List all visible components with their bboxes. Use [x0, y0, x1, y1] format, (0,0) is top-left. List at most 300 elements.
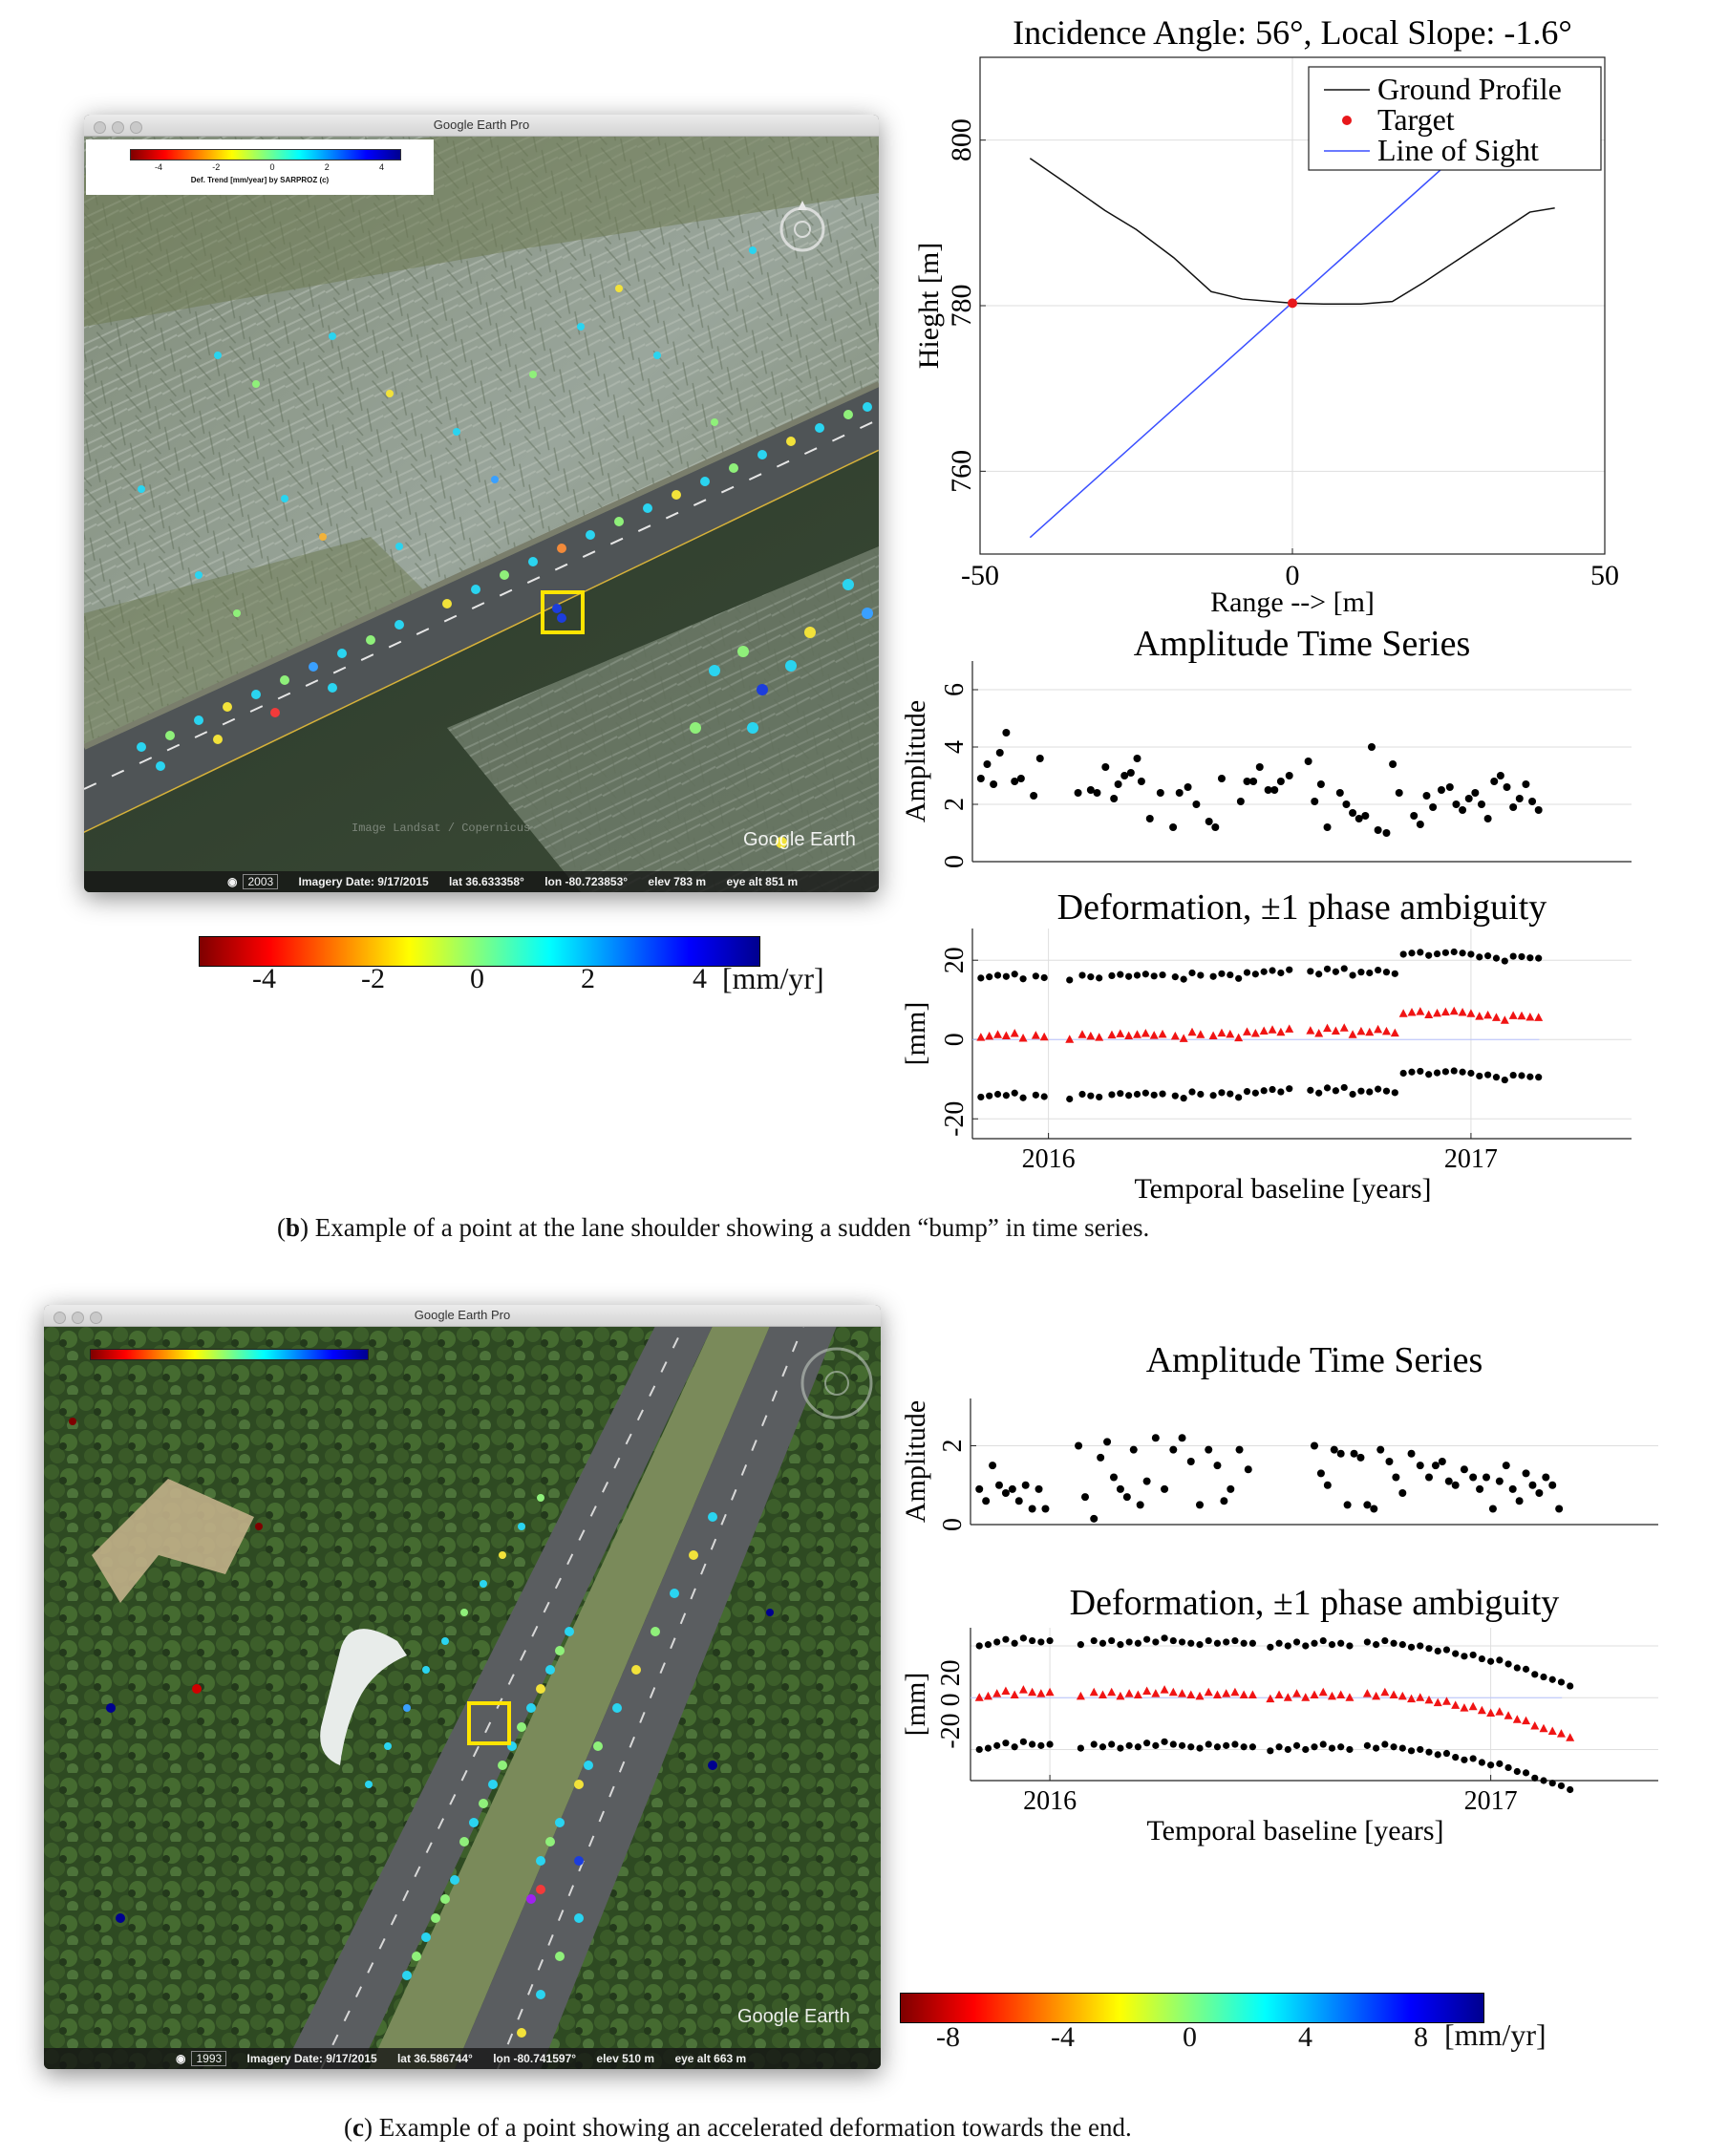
google-earth-window-b — [84, 115, 879, 892]
data-point — [1490, 778, 1498, 785]
data-point — [1002, 729, 1010, 736]
plot-area — [971, 1628, 1658, 1781]
data-point-upper — [1277, 970, 1284, 976]
data-point — [1344, 1501, 1352, 1508]
data-point — [995, 1482, 1003, 1489]
y-tick-label: 2 — [938, 1439, 968, 1453]
data-point-upper — [1408, 1644, 1415, 1651]
data-point-upper — [1012, 1640, 1018, 1647]
window-titlebar-c — [44, 1305, 881, 1327]
data-point-lower — [1152, 1742, 1159, 1749]
data-point-lower — [1510, 1072, 1517, 1078]
data-point-lower — [1484, 1072, 1491, 1078]
data-point-upper — [1461, 1653, 1467, 1659]
map-legend-b — [86, 139, 434, 195]
data-point — [1220, 1497, 1227, 1505]
data-point — [1245, 1465, 1252, 1473]
data-point-lower — [1231, 1740, 1238, 1747]
data-point-upper — [1181, 976, 1187, 983]
legend-label: Ground Profile — [1377, 72, 1562, 106]
data-point — [1349, 809, 1356, 817]
y-tick-label: 4 — [940, 740, 970, 754]
data-point-lower — [1518, 1072, 1525, 1078]
x-tick-label: 2017 — [1463, 1786, 1518, 1816]
data-point-upper — [1077, 1641, 1084, 1648]
data-point — [1169, 1446, 1177, 1454]
eye-alt-b: eye alt 851 m — [726, 875, 799, 888]
data-point — [1496, 1478, 1504, 1485]
data-point-upper — [1392, 971, 1398, 977]
data-point — [1218, 775, 1226, 782]
ground-profile-chart — [898, 0, 1662, 630]
data-point — [1363, 1501, 1371, 1508]
data-point-lower — [1218, 1089, 1225, 1096]
data-point — [1286, 772, 1293, 779]
data-point-lower — [1329, 1745, 1335, 1752]
data-point — [1535, 1489, 1543, 1497]
data-point-upper — [1435, 1648, 1441, 1654]
data-point-lower — [1526, 1074, 1533, 1080]
data-point-upper — [1046, 1637, 1053, 1644]
data-point-lower — [1077, 1745, 1084, 1752]
window-title-b: Google Earth Pro — [433, 117, 530, 132]
data-point-lower — [1408, 1069, 1415, 1076]
data-point — [1237, 798, 1245, 805]
data-point-lower — [1172, 1093, 1179, 1099]
caption-b: (b) Example of a point at the lane shoulder showing a sudden “bump” in time series. — [277, 1213, 1150, 1242]
data-point-lower — [1041, 1093, 1048, 1099]
data-point — [1484, 815, 1492, 822]
data-point-lower — [1066, 1096, 1073, 1102]
chart-title: Amplitude Time Series — [1145, 1340, 1483, 1380]
data-point-upper — [1117, 1641, 1123, 1648]
data-point-lower — [1244, 1088, 1250, 1095]
data-point-upper — [1293, 1638, 1300, 1645]
data-point — [1130, 1446, 1138, 1454]
data-point-upper — [1346, 1642, 1353, 1649]
data-point-lower — [1502, 1077, 1508, 1083]
data-point-upper — [1252, 971, 1259, 977]
data-point-upper — [986, 973, 992, 980]
data-point-upper — [1033, 972, 1039, 979]
data-point-upper — [1417, 1642, 1423, 1649]
google-earth-watermark-c: Google Earth — [737, 2006, 850, 2027]
data-point-upper — [1459, 950, 1465, 956]
data-point-upper — [1187, 1640, 1194, 1647]
data-point-upper — [1408, 950, 1415, 956]
satellite-image-c — [44, 1326, 881, 2069]
y-tick-label: -20 — [940, 1100, 970, 1137]
colorbar-unit-c: [mm/yr] — [1444, 2017, 1547, 2052]
data-point-upper — [1267, 1644, 1273, 1651]
data-point — [1211, 823, 1219, 831]
data-point — [1528, 798, 1536, 805]
data-point — [989, 1462, 996, 1469]
data-point-lower — [1267, 1747, 1273, 1754]
data-point-upper — [1235, 975, 1242, 982]
data-point-lower — [1451, 1067, 1458, 1074]
data-point-upper — [1375, 967, 1381, 973]
data-point — [990, 780, 997, 788]
y-axis-label: Amplitude — [900, 1399, 931, 1524]
data-point-lower — [1366, 1088, 1373, 1095]
data-point-lower — [1179, 1742, 1185, 1749]
data-point-upper — [1366, 970, 1373, 976]
data-point — [983, 760, 991, 768]
data-point-upper — [1197, 971, 1204, 978]
data-point-lower — [1126, 1742, 1133, 1749]
data-point — [1459, 806, 1466, 814]
data-point-lower — [1452, 1754, 1459, 1761]
data-point-upper — [1341, 965, 1348, 971]
data-point — [1311, 1442, 1318, 1450]
data-point-lower — [1029, 1740, 1035, 1747]
y-tick-label: 0 — [938, 1518, 968, 1531]
data-point — [1446, 783, 1454, 791]
y-tick-label: 0 — [940, 1033, 970, 1047]
data-point-upper — [1558, 1678, 1565, 1685]
data-point-upper — [994, 971, 1001, 978]
data-point — [1528, 1482, 1536, 1489]
data-point-upper — [1170, 1637, 1177, 1644]
data-point-lower — [976, 1746, 983, 1753]
lat-c: lat 36.586744° — [396, 2052, 473, 2065]
data-point-upper — [1012, 971, 1018, 977]
data-point — [1041, 1505, 1049, 1513]
data-point — [1336, 789, 1344, 797]
data-point-upper — [1467, 950, 1474, 957]
data-point — [977, 775, 985, 782]
data-point-upper — [1078, 971, 1085, 978]
data-point-lower — [1159, 1090, 1165, 1097]
legend-swatch-target — [1342, 116, 1352, 125]
x-tick-label: 2017 — [1443, 1144, 1498, 1174]
x-axis-label: Temporal baseline [years] — [1146, 1815, 1444, 1846]
data-point-upper — [1096, 974, 1102, 981]
data-point-upper — [1125, 973, 1132, 980]
data-point-upper — [1286, 967, 1292, 973]
data-point-lower — [1383, 1088, 1390, 1095]
data-point — [1152, 1434, 1160, 1441]
data-point-upper — [1108, 1637, 1115, 1644]
data-point-upper — [1476, 953, 1483, 960]
data-point — [1478, 800, 1485, 808]
data-point — [1542, 1474, 1549, 1482]
data-point-upper — [1218, 971, 1225, 977]
data-point-lower — [1134, 1091, 1141, 1098]
lon-b: lon -80.723853° — [544, 875, 629, 888]
data-point-upper — [1087, 973, 1094, 980]
status-bar-b — [84, 871, 879, 892]
data-point-lower — [1341, 1084, 1348, 1091]
data-point-lower — [1320, 1740, 1327, 1747]
lon-c: lon -80.741597° — [493, 2052, 577, 2065]
data-point-lower — [1333, 1087, 1339, 1094]
data-point-lower — [1399, 1745, 1406, 1752]
chart-title: Amplitude Time Series — [1133, 624, 1471, 664]
data-point — [1489, 1505, 1497, 1513]
data-point-upper — [1241, 1640, 1248, 1647]
data-point-upper — [1188, 970, 1195, 976]
data-point — [1022, 1482, 1030, 1489]
data-point — [1157, 789, 1164, 797]
data-point-upper — [1523, 1666, 1529, 1673]
data-point-upper — [1514, 1664, 1521, 1671]
data-point — [1317, 1469, 1325, 1477]
data-point-upper — [1161, 1634, 1167, 1641]
data-point — [1249, 778, 1257, 785]
data-point — [1356, 1454, 1364, 1462]
data-point-upper — [985, 1641, 992, 1648]
satellite-image-b — [84, 136, 879, 892]
data-point — [1236, 1446, 1244, 1454]
chart-title: Deformation, ±1 phase ambiguity — [1056, 887, 1547, 928]
google-earth-window-c — [44, 1305, 881, 2069]
data-point-lower — [1373, 1745, 1379, 1752]
data-point — [1417, 821, 1424, 828]
data-point — [1093, 789, 1100, 797]
data-point-lower — [1151, 1092, 1158, 1099]
data-point — [1324, 1482, 1332, 1489]
data-point-lower — [1425, 1749, 1432, 1756]
data-point — [1213, 1462, 1221, 1469]
data-point-lower — [1227, 1090, 1233, 1097]
window-controls[interactable] — [53, 1310, 108, 1331]
data-point-lower — [1523, 1769, 1529, 1776]
data-point-lower — [1476, 1073, 1483, 1079]
data-point-upper — [1315, 971, 1322, 977]
data-point-lower — [1235, 1094, 1242, 1100]
data-point-upper — [1535, 955, 1542, 962]
x-axis-label: Range --> [m] — [1210, 587, 1375, 618]
history-year-c[interactable]: 1993 — [191, 2051, 226, 2066]
data-point-lower — [1161, 1739, 1167, 1745]
data-point-upper — [1099, 1640, 1106, 1647]
data-point-upper — [1210, 973, 1217, 980]
data-point — [1101, 763, 1109, 771]
data-point-upper — [1510, 952, 1517, 959]
data-point — [1036, 755, 1044, 762]
data-point — [1410, 812, 1418, 820]
data-point-lower — [994, 1091, 1001, 1098]
data-point-upper — [1417, 949, 1423, 955]
chart-title: Deformation, ±1 phase ambiguity — [1069, 1583, 1560, 1623]
data-point-upper — [1337, 1640, 1344, 1647]
amplitude-chart-b — [898, 621, 1719, 879]
data-point-lower — [1285, 1746, 1291, 1753]
data-point-upper — [1091, 1637, 1098, 1644]
data-point-upper — [1357, 969, 1364, 975]
data-point-lower — [1108, 1740, 1115, 1747]
data-point — [1385, 1458, 1393, 1465]
data-point-lower — [1012, 1743, 1018, 1750]
colorbar-unit-b: [mm/yr] — [722, 961, 824, 995]
data-point — [1192, 800, 1200, 808]
data-point-lower — [1357, 1088, 1364, 1095]
data-point-lower — [1400, 1070, 1407, 1077]
map-legend-title-b: Def. Trend [mm/year] by SARPROZ (c) — [190, 176, 330, 184]
data-point-upper — [1540, 1674, 1547, 1680]
data-point — [1110, 795, 1118, 802]
data-point-upper — [1381, 1637, 1388, 1644]
data-point-lower — [1197, 1091, 1204, 1098]
data-point-lower — [1020, 1739, 1027, 1745]
data-point — [1169, 823, 1177, 831]
data-point-lower — [1392, 1089, 1398, 1096]
data-point — [1123, 1493, 1131, 1501]
data-point-lower — [1210, 1092, 1217, 1099]
x-tick-label: -50 — [961, 560, 999, 591]
data-point-lower — [1196, 1745, 1203, 1752]
data-point-lower — [1381, 1740, 1388, 1747]
data-point-upper — [1307, 968, 1313, 974]
window-controls[interactable] — [94, 119, 148, 140]
data-point — [1445, 1478, 1453, 1485]
data-point-lower — [1346, 1746, 1353, 1753]
data-point-upper — [1269, 967, 1275, 973]
data-point — [1317, 780, 1325, 788]
data-point — [1452, 1482, 1460, 1489]
data-point-upper — [1142, 971, 1149, 977]
data-point-lower — [1181, 1095, 1187, 1101]
data-point-upper — [1108, 972, 1115, 979]
data-point-upper — [1504, 1660, 1511, 1667]
data-point — [1337, 1450, 1345, 1458]
data-point-upper — [1320, 1637, 1327, 1644]
y-tick-label: 760 — [946, 449, 977, 493]
data-point — [1256, 763, 1264, 771]
y-tick-label: -20 0 20 — [936, 1659, 966, 1749]
map-legend-c — [90, 1349, 369, 1360]
data-point — [982, 1497, 990, 1505]
data-point — [1368, 743, 1376, 751]
data-point-upper — [1383, 969, 1390, 975]
eye-alt-c: eye alt 663 m — [674, 2052, 747, 2065]
data-point-upper — [976, 1642, 983, 1649]
data-point-upper — [1531, 1671, 1538, 1677]
data-point — [1483, 1474, 1490, 1482]
data-point — [1227, 1485, 1234, 1493]
amplitude-chart-c — [898, 1318, 1719, 1557]
y-axis-label: Amplitude — [900, 699, 931, 823]
data-point-lower — [1567, 1786, 1573, 1793]
data-point-lower — [1012, 1090, 1018, 1097]
data-point — [1509, 1485, 1517, 1493]
legend-label: Line of Sight — [1377, 133, 1539, 167]
data-point-lower — [993, 1742, 1000, 1749]
data-point — [1548, 1482, 1556, 1489]
data-point — [1438, 786, 1445, 794]
data-point — [1417, 1462, 1424, 1469]
data-point — [1035, 1485, 1043, 1493]
data-point-lower — [1461, 1757, 1467, 1763]
x-axis-label: Temporal baseline [years] — [1134, 1173, 1432, 1204]
y-tick-label: 780 — [946, 284, 977, 328]
data-point — [1361, 812, 1369, 820]
data-point-lower — [1214, 1743, 1221, 1750]
data-point-lower — [1019, 1095, 1026, 1101]
plot-area — [972, 661, 1632, 862]
data-point — [1030, 792, 1037, 800]
data-point-lower — [1470, 1755, 1477, 1761]
data-point-upper — [1041, 974, 1048, 981]
data-point-lower — [1390, 1743, 1397, 1750]
data-point-lower — [977, 1094, 984, 1100]
data-point-upper — [1452, 1651, 1459, 1657]
data-point — [1392, 1474, 1399, 1482]
colorbar-c — [900, 1993, 1484, 2023]
history-year-b[interactable]: 2003 — [243, 874, 278, 889]
data-point — [1311, 798, 1318, 805]
data-point-upper — [1214, 1640, 1221, 1647]
data-point-lower — [1504, 1764, 1511, 1771]
data-point — [1461, 1465, 1468, 1473]
data-point-upper — [1223, 1638, 1229, 1645]
data-point-upper — [1066, 976, 1073, 983]
data-point — [1516, 1497, 1524, 1505]
data-point-lower — [1002, 1740, 1009, 1746]
data-point-lower — [1135, 1743, 1141, 1750]
x-tick-label: 0 — [1285, 560, 1300, 591]
data-point-upper — [1496, 1656, 1503, 1663]
data-point — [1015, 1497, 1023, 1505]
data-point — [1324, 823, 1332, 831]
data-point — [1425, 1474, 1433, 1482]
data-point — [1137, 1501, 1144, 1508]
data-point-lower — [1117, 1090, 1123, 1097]
data-point-lower — [1046, 1740, 1053, 1747]
data-point — [1516, 795, 1524, 802]
window-titlebar-b — [84, 115, 879, 137]
data-point-lower — [1417, 1068, 1423, 1075]
data-point — [1408, 1450, 1416, 1458]
data-point-upper — [1434, 950, 1440, 957]
data-point-upper — [1443, 1646, 1450, 1653]
data-point-upper — [1324, 966, 1331, 972]
google-earth-watermark-b: Google Earth — [743, 829, 856, 850]
deformation-chart-c — [898, 1567, 1719, 1853]
y-axis-label: [mm] — [900, 1672, 931, 1737]
data-point-upper — [1249, 1640, 1256, 1647]
elev-b: elev 783 m — [648, 875, 707, 888]
data-point-upper — [1179, 1638, 1185, 1645]
data-point-upper — [1567, 1682, 1573, 1689]
data-point — [1398, 1489, 1406, 1497]
data-point — [1522, 780, 1529, 788]
elev-c: elev 510 m — [596, 2052, 655, 2065]
data-point — [1331, 1446, 1338, 1454]
data-point-lower — [1286, 1085, 1292, 1092]
data-point-upper — [1390, 1640, 1397, 1647]
data-point-upper — [1311, 1640, 1317, 1647]
data-point — [1376, 1446, 1384, 1454]
earth-icon: ◉ — [176, 2052, 186, 2065]
data-point-lower — [1487, 1761, 1494, 1768]
data-point-lower — [1417, 1746, 1423, 1753]
data-point-lower — [1143, 1740, 1150, 1746]
window-title-c: Google Earth Pro — [414, 1308, 511, 1322]
data-point-lower — [1078, 1091, 1085, 1098]
data-point — [1187, 1458, 1195, 1465]
data-point-lower — [1277, 1088, 1284, 1095]
data-point-lower — [1434, 1069, 1440, 1076]
y-tick-label: 20 — [940, 947, 970, 974]
data-point-lower — [1311, 1743, 1317, 1750]
data-point — [996, 749, 1004, 757]
data-point-lower — [1364, 1742, 1371, 1749]
data-point-lower — [1435, 1751, 1441, 1758]
status-bar-c — [44, 2048, 881, 2069]
